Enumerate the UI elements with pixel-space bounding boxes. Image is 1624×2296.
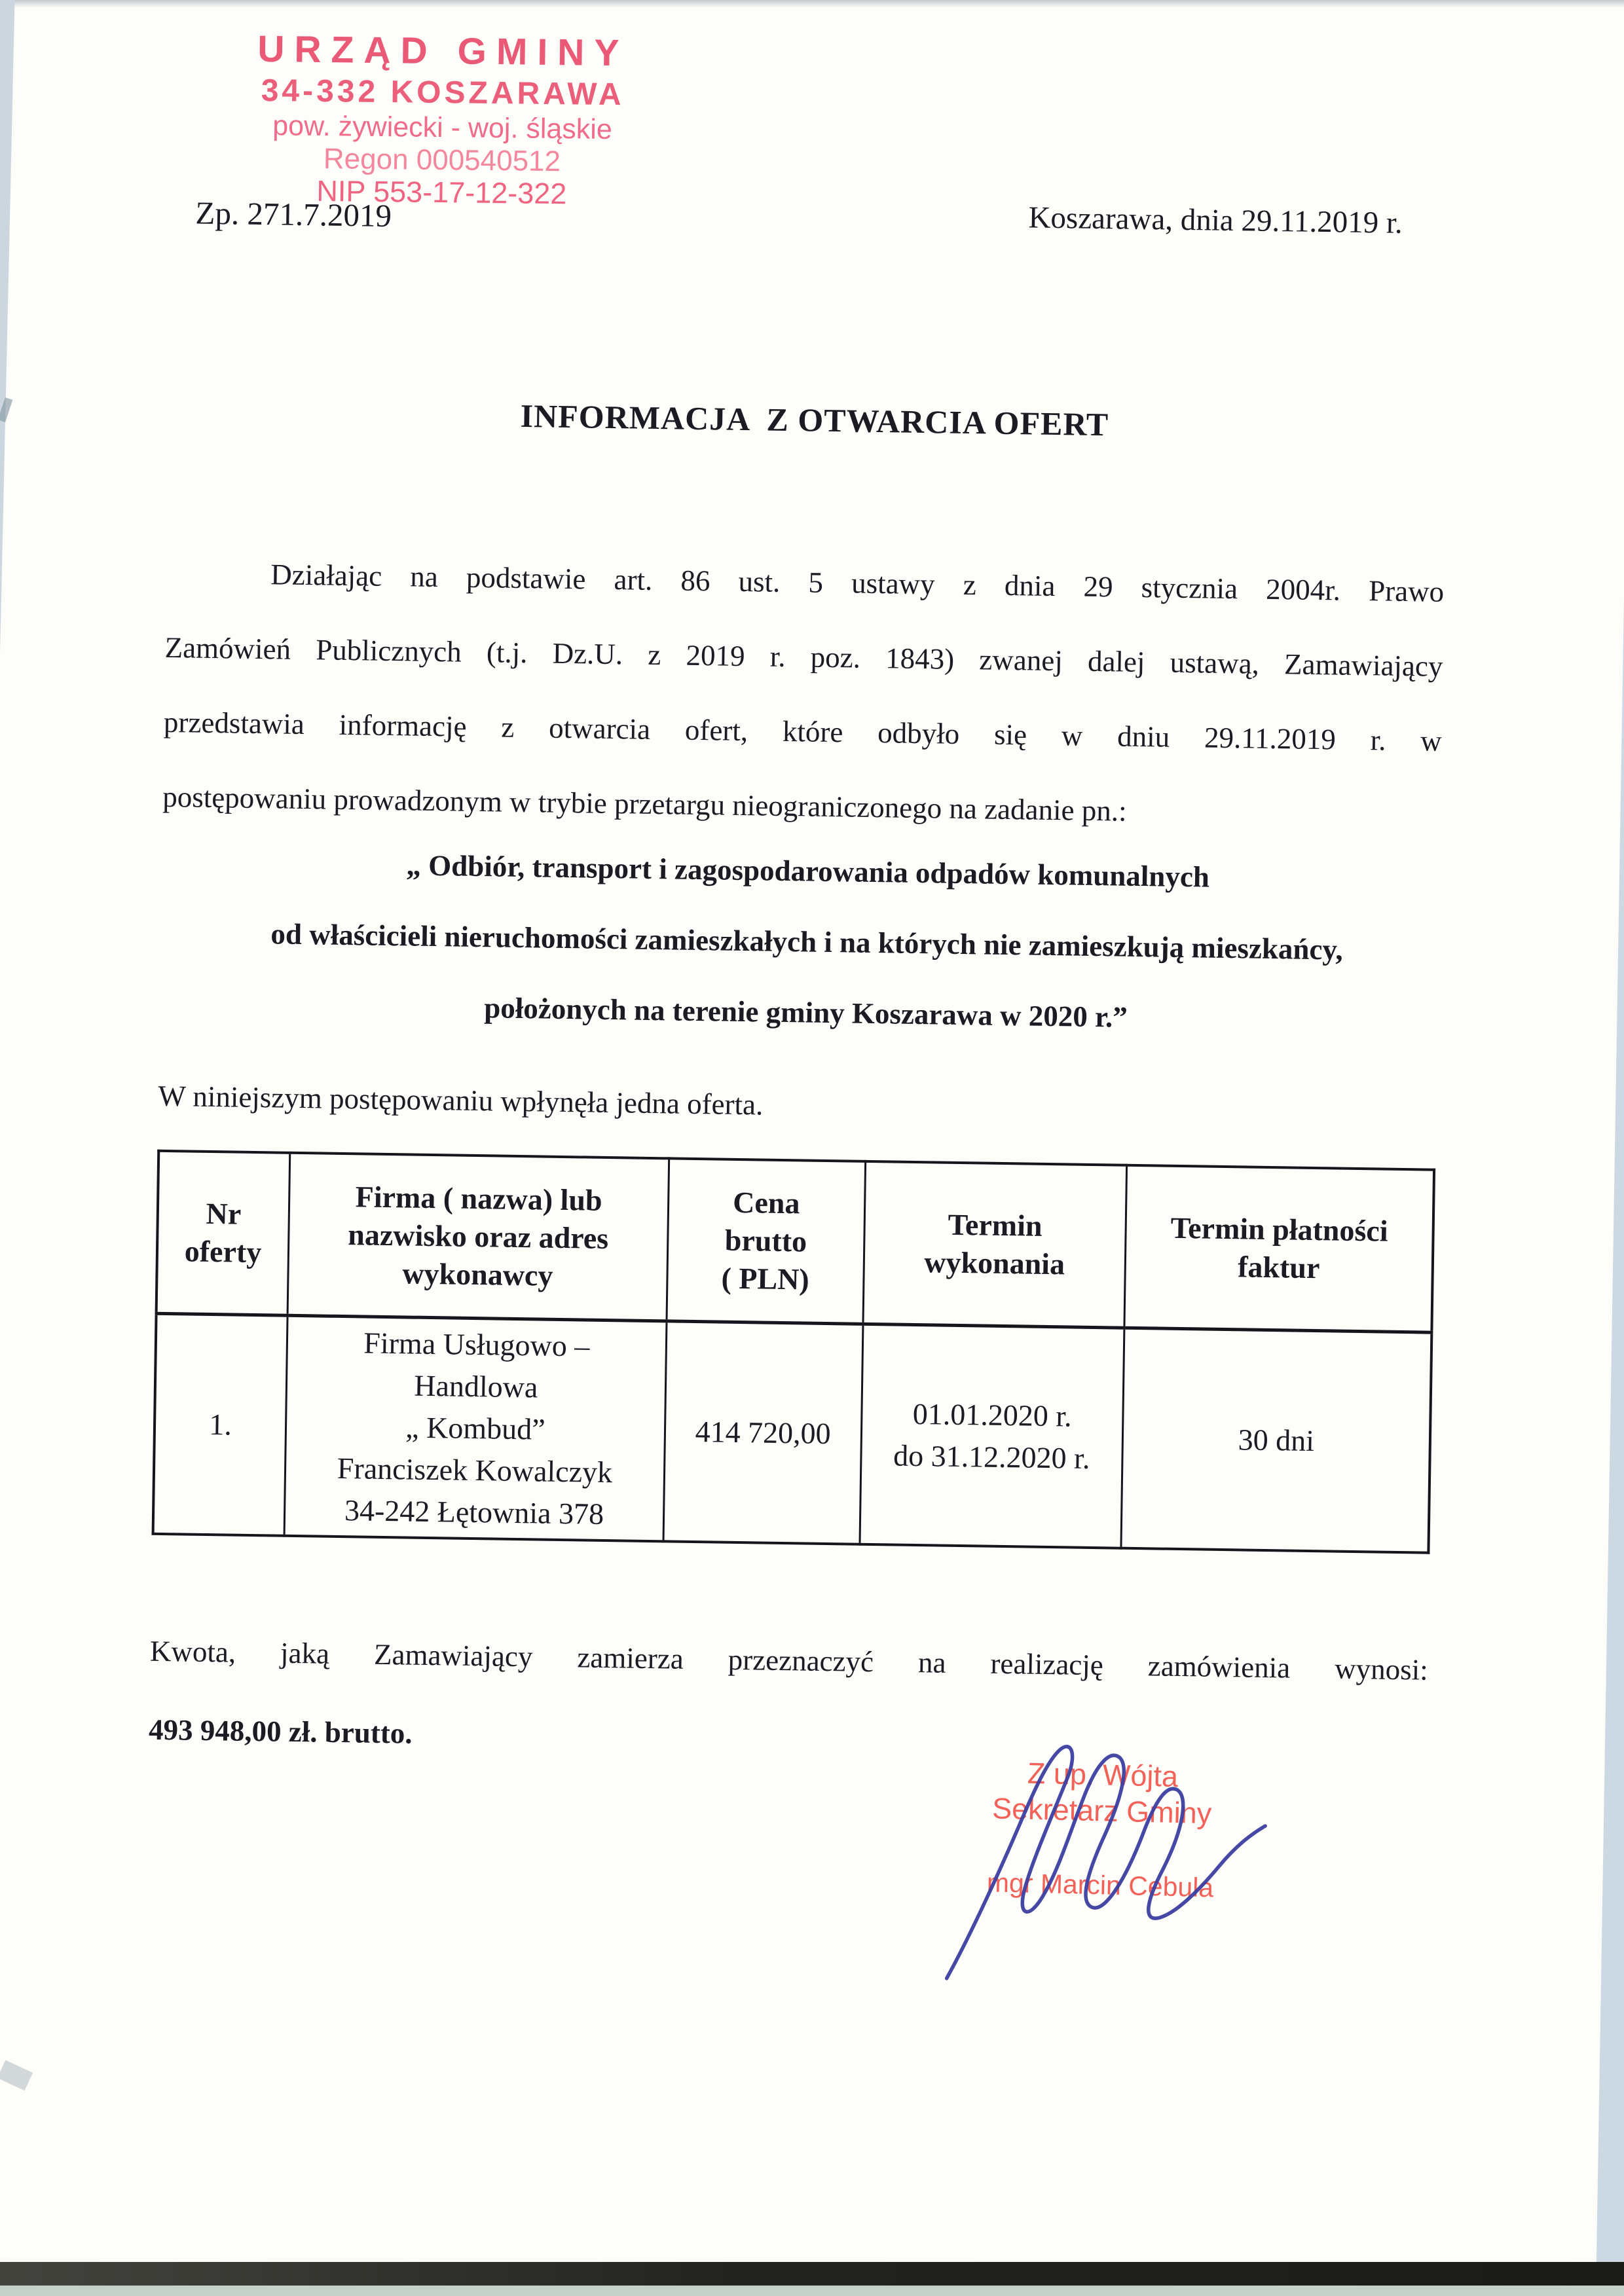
cell-offer-number: 1.	[153, 1313, 288, 1535]
header-line: wykonania	[923, 1245, 1065, 1281]
office-stamp-line: pow. żywiecki - woj. śląskie	[272, 110, 613, 146]
header-line: oferty	[184, 1234, 262, 1269]
term-line: do 31.12.2020 r.	[893, 1438, 1090, 1475]
tender-subject-line: „ Odbiór, transport i zagospodarowania odpadów komunalnych	[406, 848, 1210, 894]
header-line: nazwisko oraz adres	[348, 1218, 609, 1256]
contractor-line: 34-242 Łętownia 378	[344, 1493, 604, 1531]
document-title: INFORMACJA Z OTWARCIA OFERT	[520, 397, 1109, 443]
header-line: faktur	[1237, 1250, 1320, 1285]
contractor-line: Franciszek Kowalczyk	[337, 1451, 613, 1489]
contractor-line: „ Kombud”	[405, 1410, 545, 1446]
contractor-line: Handlowa	[413, 1368, 538, 1404]
cell-payment-term: 30 dni	[1121, 1328, 1431, 1552]
header-cell-offer-number	[157, 1151, 290, 1315]
header-line: Termin	[948, 1207, 1043, 1243]
tender-subject-line: od właścicieli nieruchomości zamieszkałych i na których nie zamieszkują mieszkańcy,	[270, 917, 1344, 966]
signature-stamp-line: Sekretarz Gminy	[991, 1791, 1212, 1831]
body-paragraph-line: Działając na podstawie art. 86 ust. 5 ustawy z dnia 29 stycznia 2004r. Prawo	[270, 558, 1445, 608]
header-line: Nr	[206, 1196, 242, 1231]
term-line: 01.01.2020 r.	[912, 1396, 1073, 1433]
contractor-line: Firma Usługowo –	[363, 1326, 590, 1363]
scan-edge-top	[0, 0, 1624, 8]
place-date-line: Koszarawa, dnia 29.11.2019 r.	[1028, 200, 1403, 240]
offers-table-header-row	[157, 1151, 1434, 1332]
body-paragraph-line: przedstawia informację z otwarcia ofert, które odbyło się w dniu 29.11.2019 r. w	[163, 705, 1443, 757]
body-paragraph	[162, 536, 1445, 853]
office-stamp-line: Regon 000540512	[323, 143, 561, 178]
header-line: Cena	[732, 1185, 800, 1220]
office-stamp-line: NIP 553-17-12-322	[316, 173, 567, 211]
header-cell-payment-term	[1124, 1165, 1434, 1332]
office-stamp-line: URZĄD GMINY	[257, 27, 629, 75]
header-line: Termin płatności	[1170, 1211, 1388, 1248]
reference-number: Zp. 271.7.2019	[195, 194, 392, 234]
offers-count-note: W niniejszym postępowaniu wpłynęła jedna oferta.	[158, 1079, 764, 1121]
scan-edge-bottom-shadow	[0, 2262, 1624, 2286]
tender-subject	[0, 824, 1620, 1060]
cell-gross-price: 414 720,00	[663, 1321, 863, 1544]
body-paragraph-line: postępowaniu prowadzonym w trybie przetargu nieograniczonego na zadanie pn.:	[162, 780, 1127, 828]
signature-stamp-line: Z up. Wójta	[1027, 1756, 1179, 1794]
signature-stamp-name: mgr Marcin Cebula	[986, 1867, 1214, 1903]
header-cell-contractor	[287, 1153, 669, 1321]
budget-line: Kwota, jaką Zamawiający zamierza przeznaczyć na realizację zamówienia wynosi:	[149, 1634, 1429, 1686]
header-line: wykonawcy	[402, 1256, 553, 1292]
header-cell-gross-price	[667, 1158, 866, 1324]
header-line: ( PLN)	[721, 1261, 810, 1296]
cell-completion-term	[860, 1324, 1124, 1548]
header-line: brutto	[724, 1223, 807, 1258]
scan-edge-bottom	[0, 2286, 1624, 2296]
office-stamp-line: 34-332 KOSZARAWA	[261, 73, 625, 113]
tender-subject-line: położonych na terenie gminy Koszarawa w 2020 r.”	[483, 991, 1128, 1034]
offers-table-row	[153, 1313, 1432, 1552]
body-paragraph-line: Zamówień Publicznych (t.j. Dz.U. z 2019 r. poz. 1843) zwanej dalej ustawą, Zamawiający	[164, 630, 1443, 683]
header-cell-completion-term	[863, 1161, 1127, 1328]
offers-table	[152, 1150, 1436, 1554]
handwritten-signature	[906, 1721, 1289, 2002]
office-stamp	[199, 27, 686, 211]
budget-amount: 493 948,00 zł. brutto.	[148, 1713, 413, 1750]
cell-contractor	[284, 1315, 666, 1541]
header-line: Firma ( nazwa) lub	[355, 1180, 602, 1217]
